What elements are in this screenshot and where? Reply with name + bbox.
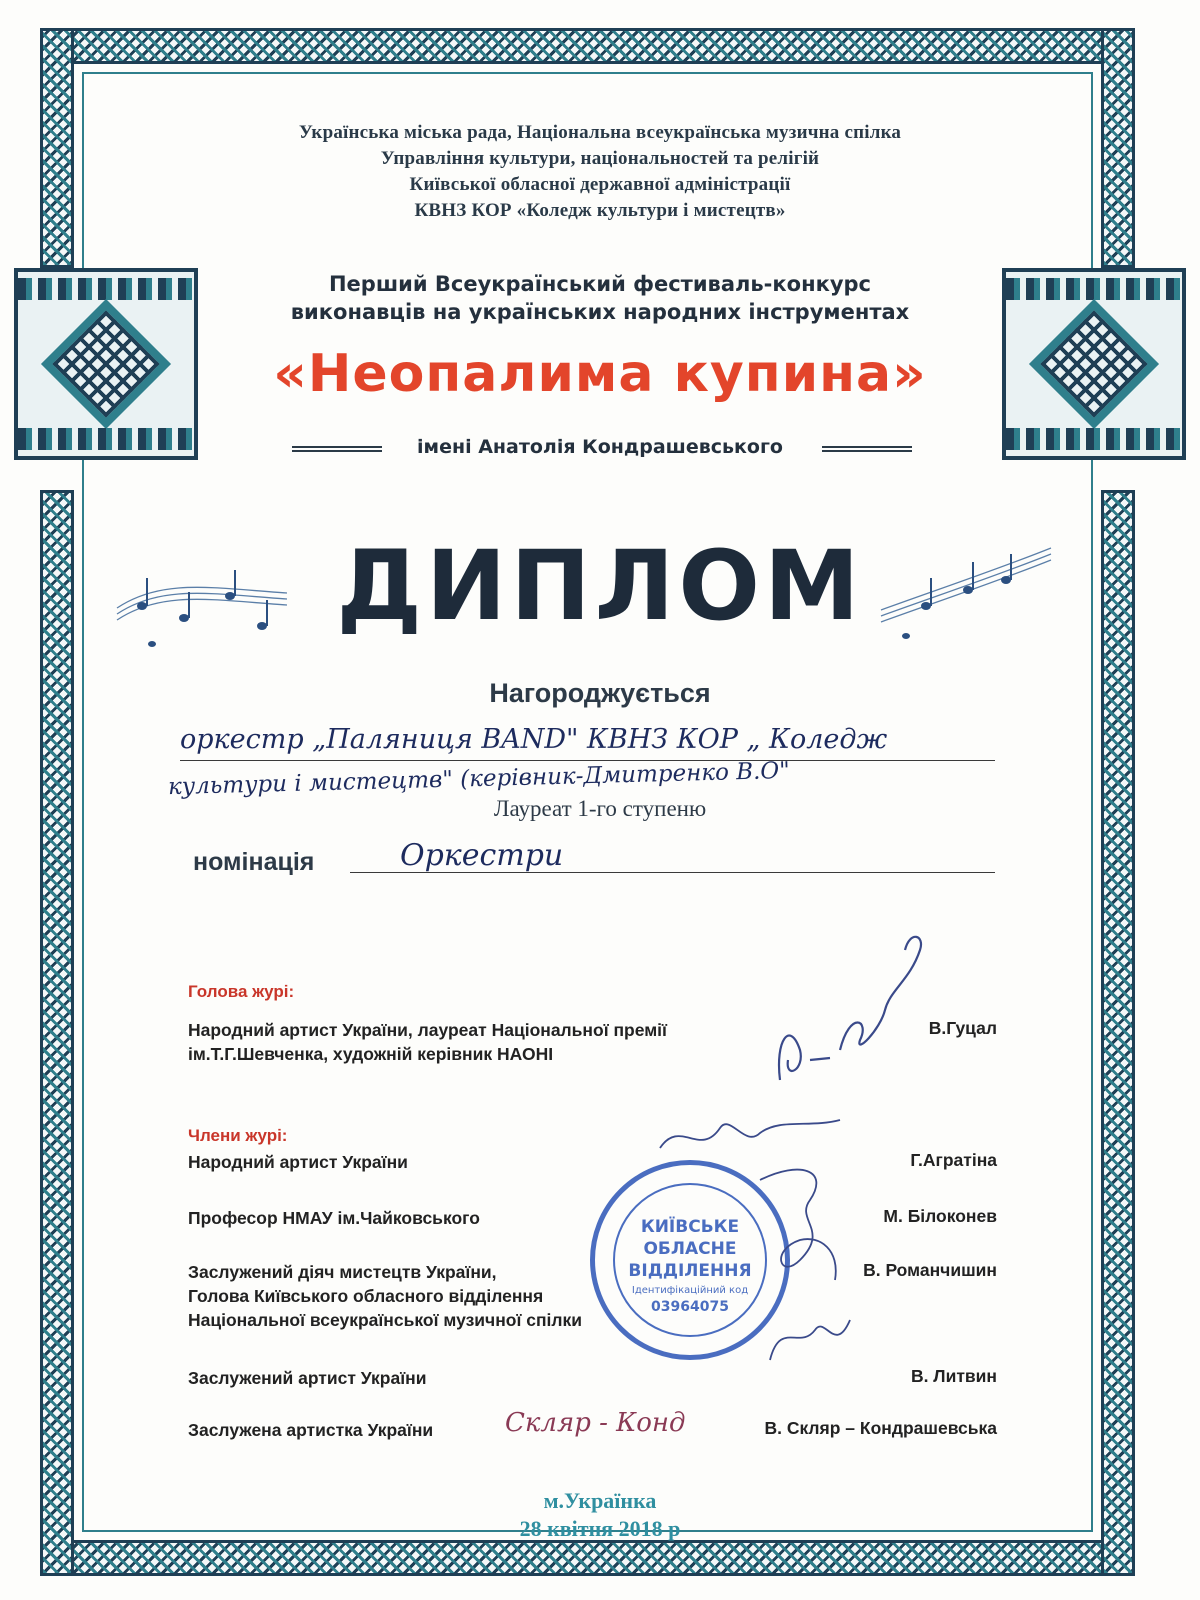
jury-member-2-title: Професор НМАУ ім.Чайковського <box>188 1208 480 1228</box>
frame-right-bottom-band <box>1101 490 1135 1576</box>
frame-top-band <box>40 28 1135 64</box>
festival-subtitle-block <box>200 436 1000 466</box>
member-signature-3 <box>760 1300 860 1380</box>
jury-member-3-name: В. Романчишин <box>863 1260 997 1280</box>
organizer-line-3: Київської обласної державної адміністрації <box>409 174 791 195</box>
member-signature-2 <box>740 1150 860 1290</box>
jury-chair-heading: Голова журі: <box>188 982 295 1001</box>
footer-date: 28 квітня 2018 р <box>519 1516 681 1541</box>
festival-subtitle: імені Анатолія Кондрашевського <box>417 436 783 458</box>
recipient-underline-1 <box>180 760 995 761</box>
chair-signature <box>760 910 940 1100</box>
jury-member-5-title: Заслужена артистка України <box>188 1420 434 1440</box>
jury-member-3-title-1: Заслужений діяч мистецтв України, <box>188 1262 497 1282</box>
subtitle-right-rule <box>822 446 912 452</box>
festival-line-1: Перший Всеукраїнський фестиваль-конкурс <box>328 272 872 296</box>
jury-member-1-name: Г.Агратіна <box>910 1150 997 1170</box>
jury-member-2-name: М. Білоконев <box>883 1206 997 1226</box>
nomination-underline <box>350 872 995 873</box>
laureate-degree: Лауреат 1-го ступеню <box>493 796 707 821</box>
jury-chair-title-2: ім.Т.Г.Шевченка, художній керівник НАОНІ <box>188 1044 554 1064</box>
jury-member-3-title-3: Національної всеукраїнської музичної спілки <box>188 1310 583 1330</box>
festival-title: «Неопалима купина» <box>273 344 927 404</box>
jury-members-heading: Члени журі: <box>188 1126 288 1145</box>
stamp-code: 03964075 <box>651 1299 729 1315</box>
recipient-line-2: культури і мистецтв" (керівник-Дмитренко В.О" <box>167 757 791 801</box>
sklyar-signature: Скляр - Конд <box>505 1408 686 1438</box>
jury-member-3-title-2: Голова Київського обласного відділення <box>188 1286 544 1306</box>
recipient-line-1: оркестр „Паляниця BAND" КВНЗ КОР „ Коледж <box>180 724 888 755</box>
stamp-line-3: ВІДДІЛЕННЯ <box>628 1261 752 1281</box>
frame-left-bottom-band <box>40 490 74 1576</box>
nomination-label: номінація <box>193 848 315 876</box>
nomination-value: Оркестри <box>400 838 564 873</box>
stamp-line-2: ОБЛАСНЕ <box>643 1239 737 1259</box>
jury-member-5-name: В. Скляр – Кондрашевська <box>764 1418 997 1438</box>
organizer-line-1: Українська міська рада, Національна всеукраїнська музична спілка <box>298 122 902 143</box>
jury-chair-name: В.Гуцал <box>928 1018 997 1038</box>
jury-member-4-name: В. Литвин <box>910 1366 997 1386</box>
organizer-line-2: Управління культури, національностей та релігій <box>380 148 820 169</box>
awarded-label: Нагороджується <box>489 678 711 708</box>
jury-member-1-title: Народний артист України <box>188 1152 408 1172</box>
footer-place: м.Українка <box>543 1488 657 1513</box>
stamp-code-label: Ідентифікаційний код <box>631 1285 749 1296</box>
jury-chair-title-1: Народний артист України, лауреат Національної премії <box>188 1020 667 1040</box>
jury-member-4-title: Заслужений артист України <box>188 1368 427 1388</box>
festival-line-2: виконавців на українських народних інструментах <box>290 300 910 324</box>
organizer-line-4: КВНЗ КОР «Коледж культури і мистецтв» <box>414 200 786 221</box>
frame-bottom-band <box>40 1540 1135 1576</box>
stamp-line-1: КИЇВСЬКЕ <box>640 1217 740 1237</box>
diploma-heading: ДИПЛОМ <box>336 530 864 642</box>
